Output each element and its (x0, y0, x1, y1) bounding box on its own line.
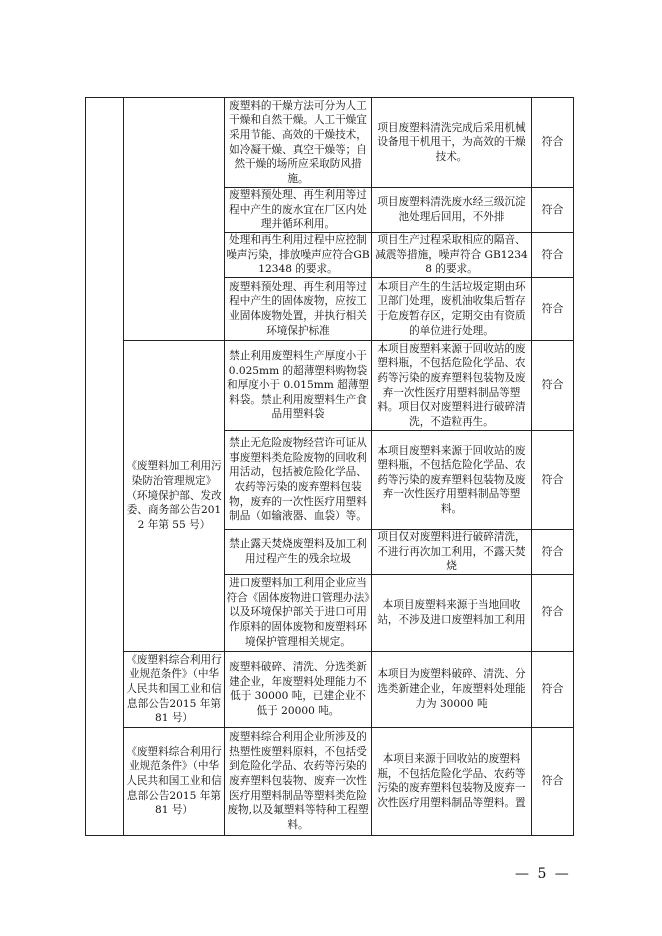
verdict-cell: 符合 (532, 278, 574, 341)
project-cell: 本项目为废塑料破碎、清洗、分选类新建企业，年废塑料处理能力为 30000 吨 (372, 651, 532, 727)
requirement-cell: 废塑料的干燥方法可分为人工干燥和自然干燥。人工干燥宜采用节能、高效的干燥技术，如冷凝干燥、真空干燥等；自然干燥的场所应采取防风措施。 (225, 98, 372, 188)
requirement-cell: 废塑料预处理、再生利用等过程中产生的废水宜在厂区内处理并循环利用。 (225, 188, 372, 233)
requirement-cell: 禁止露天焚烧废塑料及加工利用过程产生的残余垃圾 (225, 530, 372, 575)
project-cell: 本项目废塑料来源于回收站的废塑料瓶，不包括危险化学品、农药等污染的废弃塑料包装物及废弃一次性医疗用塑料制品等塑料。项目仅对废塑料进行破碎清洗，不造粒再生。 (372, 341, 532, 431)
requirement-cell: 废塑料综合利用企业所涉及的热塑性废塑料原料，不包括受到危险化学品、农药等污染的废弃塑料包装物、废弃一次性医疗用塑料制品等塑料类危险废物,以及氟塑料等特种工程塑料。 (225, 727, 372, 835)
law-cell (124, 98, 225, 341)
requirement-cell: 处理和再生利用过程中应控制噪声污染，排放噪声应符合GB12348 的要求。 (225, 233, 372, 278)
table-row (86, 98, 574, 188)
project-cell: 项目废塑料清洗完成后采用机械设备甩干机甩干，为高效的干燥技术。 (372, 98, 532, 188)
verdict-cell: 符合 (532, 98, 574, 188)
requirement-cell: 禁止利用废塑料生产厚度小于 0.025mm 的超薄塑料购物袋和厚度小于 0.015mm 超薄塑料袋。禁止利用废塑料生产食品用塑料袋 (225, 341, 372, 431)
verdict-cell: 符合 (532, 574, 574, 651)
table-row (86, 341, 574, 431)
project-cell: 本项目来源于回收站的废塑料瓶，不包括危险化学品、农药等污染的废弃塑料包装物及废弃一次性医疗用塑料制品等塑料。置 (372, 727, 532, 835)
project-cell: 项目废塑料清洗废水经三级沉淀池处理后回用，不外排 (372, 188, 532, 233)
project-cell: 本项目废塑料来源于回收站的废塑料瓶，不包括危险化学品、农药等污染的废弃塑料包装物及废弃一次性医疗用塑料制品等塑料。 (372, 431, 532, 530)
project-cell: 项目仅对废塑料进行破碎清洗，不进行再次加工利用，不露天焚烧 (372, 530, 532, 575)
verdict-cell: 符合 (532, 530, 574, 575)
category-cell (86, 98, 124, 836)
project-cell: 本项目废塑料来源于当地回收站，不涉及进口废塑料加工利用 (372, 574, 532, 651)
verdict-cell: 符合 (532, 651, 574, 727)
law-cell: 《废塑料综合利用行业规范条件》（中华人民共和国工业和信息部公告2015 年第 81 号） (124, 651, 225, 727)
requirement-cell: 进口废塑料加工利用企业应当符合《固体废物进口管理办法》以及环境保护部关于进口可用作原料的固体废物和废塑料环境保护管理相关规定。 (225, 574, 372, 651)
page-number: — 5 — (515, 866, 571, 882)
verdict-cell: 符合 (532, 233, 574, 278)
table-row (86, 727, 574, 835)
requirement-cell: 废塑料预处理、再生利用等过程中产生的固体废物，应按工业固体废物处置，并执行相关环境保护标准 (225, 278, 372, 341)
verdict-cell: 符合 (532, 341, 574, 431)
law-cell: 《废塑料加工利用污染防治管理规定》（环境保护部、发改委、商务部公告2012 年第 55 号） (124, 341, 225, 652)
verdict-cell: 符合 (532, 431, 574, 530)
compliance-table (85, 97, 574, 836)
requirement-cell: 废塑料破碎、清洗、分选类新建企业，年废塑料处理能力不低于 30000 吨，已建企业不低于 20000 吨。 (225, 651, 372, 727)
verdict-cell: 符合 (532, 727, 574, 835)
verdict-cell: 符合 (532, 188, 574, 233)
table-row (86, 651, 574, 727)
requirement-cell: 禁止无危险废物经营许可证从事废塑料类危险废物的回收利用活动，包括被危险化学品、农药等污染的废弃塑料包装物，废弃的一次性医疗用塑料制品（如输液器、血袋）等。 (225, 431, 372, 530)
project-cell: 本项目产生的生活垃圾定期由环卫部门处理，废机油收集后暂存于危废暂存区，定期交由有资质的单位进行处理。 (372, 278, 532, 341)
project-cell: 项目生产过程采取相应的隔音、减震等措施，噪声符合 GB12348 的要求。 (372, 233, 532, 278)
law-cell: 《废塑料综合利用行业规范条件》（中华人民共和国工业和信息部公告2015 年第 81 号） (124, 727, 225, 835)
